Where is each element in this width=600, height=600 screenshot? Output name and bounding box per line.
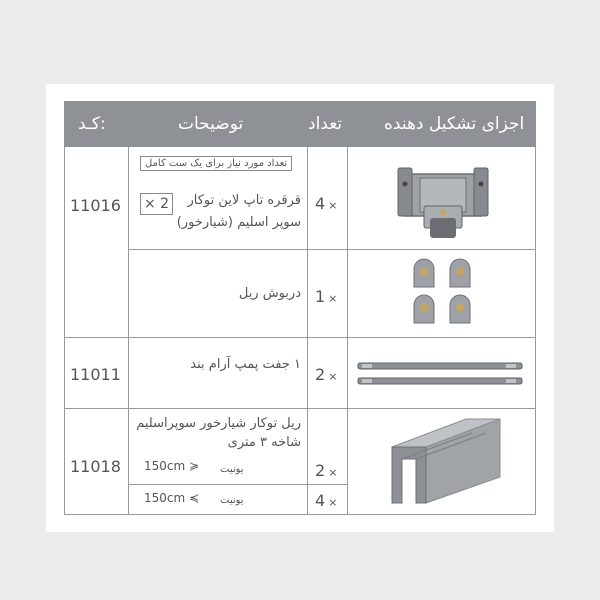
item-quantity xyxy=(315,491,337,510)
unit-option-label: یونیت xyxy=(220,495,244,506)
unit-option-condition: 150cm ≽ xyxy=(144,459,200,473)
rail-end-caps-image xyxy=(410,257,480,327)
grid-line xyxy=(128,147,129,515)
product-code: 11011 xyxy=(70,365,121,384)
header-components: اجزای تشکیل دهنده xyxy=(384,114,525,134)
item-description: قرقره تاپ لاین توکار xyxy=(187,193,301,208)
qty-symbol: × xyxy=(328,466,338,479)
note-tag: تعداد مورد نیاز برای یک ست کامل xyxy=(140,156,292,171)
qty-value: 1 xyxy=(315,287,326,306)
grid-line xyxy=(64,337,536,338)
header-count: تعداد xyxy=(308,114,343,134)
components-table xyxy=(64,101,536,515)
qty-symbol: × xyxy=(328,199,338,212)
grid-line xyxy=(128,249,536,250)
header-code: کـد: xyxy=(78,114,106,134)
qty-value: 2 xyxy=(315,461,326,480)
unit-option-label: یونیت xyxy=(220,464,244,475)
multiplier-box: × 2 xyxy=(140,193,173,215)
item-quantity xyxy=(315,461,337,480)
item-quantity xyxy=(315,365,337,384)
header-description: توضیحات xyxy=(178,114,244,134)
product-code: 11018 xyxy=(70,457,121,476)
qty-value: 4 xyxy=(315,194,326,213)
qty-symbol: × xyxy=(328,496,338,509)
qty-value: 2 xyxy=(315,365,326,384)
grid-line xyxy=(347,147,348,515)
item-description: ریل توکار شیارخور سوپراسلیم xyxy=(136,416,301,431)
item-description: ۱ جفت پمپ آرام بند xyxy=(190,357,301,372)
product-code: 11016 xyxy=(70,196,121,215)
item-description: دربوش ریل xyxy=(238,286,301,301)
qty-value: 4 xyxy=(315,491,326,510)
table-header xyxy=(64,101,536,147)
grid-line xyxy=(64,147,65,515)
grid-line xyxy=(535,147,536,515)
roller-carriage-image xyxy=(396,166,490,240)
grid-line xyxy=(128,484,348,485)
item-quantity xyxy=(315,194,337,213)
qty-symbol: × xyxy=(328,292,338,305)
qty-symbol: × xyxy=(328,370,338,383)
grid-line xyxy=(307,147,308,515)
aluminum-rail-image xyxy=(390,417,502,505)
unit-option-condition: 150cm ≼ xyxy=(144,491,200,505)
item-description-line2: سوپر اسلیم (شیارخور) xyxy=(176,215,301,230)
item-description-line2: شاخه ۳ متری xyxy=(227,435,301,450)
item-quantity xyxy=(315,287,337,306)
grid-line xyxy=(64,514,536,515)
soft-close-pumps-image xyxy=(356,360,526,390)
grid-line xyxy=(64,408,536,409)
